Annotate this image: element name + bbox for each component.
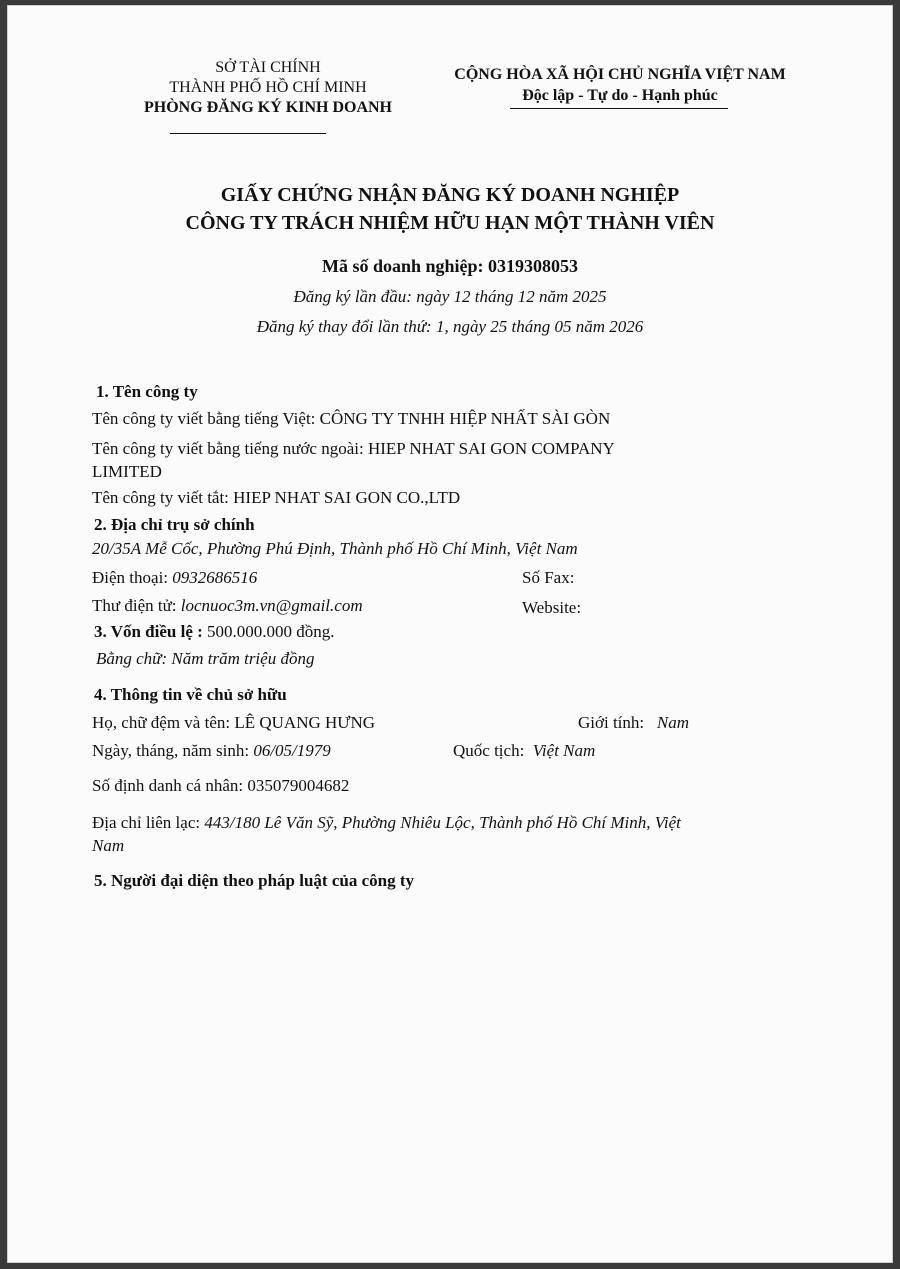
authority-underline	[170, 133, 326, 134]
contact-address-value: 443/180 Lê Văn Sỹ, Phường Nhiêu Lộc, Thành phố Hồ Chí Minh, Việt	[204, 813, 681, 832]
first-registration: Đăng ký lần đầu: ngày 12 tháng 12 năm 2025	[293, 287, 607, 306]
issuing-authority	[118, 58, 418, 118]
phone-row	[92, 568, 257, 588]
company-name-foreign-cont: LIMITED	[92, 462, 162, 481]
section-4-heading: 4. Thông tin về chủ sở hữu	[94, 685, 287, 704]
owner-name-label: Họ, chữ đệm và tên:	[92, 713, 235, 732]
business-code: Mã số doanh nghiệp: 0319308053	[321, 256, 579, 276]
owner-name-row	[92, 713, 375, 733]
document-title: GIẤY CHỨNG NHẬN ĐĂNG KÝ DOANH NGHIỆP	[220, 184, 680, 206]
change-registration: Đăng ký thay đổi lần thứ: 1, ngày 25 tháng 05 năm 2026	[256, 317, 644, 336]
email-row	[92, 596, 363, 616]
charter-capital-row	[94, 622, 335, 642]
authority-line-3: PHÒNG ĐĂNG KÝ KINH DOANH	[144, 99, 392, 116]
motto-underline	[510, 108, 728, 109]
website-label: Website:	[522, 598, 582, 617]
charter-capital-value: 500.000.000 đồng.	[207, 622, 335, 641]
gender-row	[578, 713, 689, 733]
nationality-label: Quốc tịch:	[453, 741, 525, 760]
contact-address-row	[92, 813, 681, 833]
personal-id-label: Số định danh cá nhân:	[92, 776, 248, 795]
section-2-heading: 2. Địa chỉ trụ sở chính	[94, 515, 255, 534]
dob-row	[92, 741, 331, 761]
contact-address-cont: Nam	[92, 836, 125, 855]
owner-name-value: LÊ QUANG HƯNG	[234, 713, 376, 732]
company-name-foreign: Tên công ty viết bằng tiếng nước ngoài: HIEP NHAT SAI GON COMPANY	[92, 439, 615, 458]
national-motto	[420, 64, 820, 106]
nationality-row	[453, 741, 595, 761]
phone-label: Điện thoại:	[92, 568, 173, 587]
phone-value: 0932686516	[172, 568, 258, 587]
country-name: CỘNG HÒA XÃ HỘI CHỦ NGHĨA VIỆT NAM	[454, 66, 786, 83]
section-5-heading: 5. Người đại diện theo pháp luật của công ty	[94, 871, 414, 890]
authority-line-2: THÀNH PHỐ HỒ CHÍ MINH	[169, 79, 367, 96]
section-1-heading: 1. Tên công ty	[96, 382, 198, 401]
capital-in-words: Bằng chữ: Năm trăm triệu đồng	[96, 649, 315, 668]
dob-label: Ngày, tháng, năm sinh:	[92, 741, 254, 760]
gender-label: Giới tính:	[578, 713, 645, 732]
head-office-address: 20/35A Mễ Cốc, Phường Phú Định, Thành phố Hồ Chí Minh, Việt Nam	[92, 539, 578, 558]
email-label: Thư điện tử:	[92, 596, 181, 615]
company-type-title: CÔNG TY TRÁCH NHIỆM HỮU HẠN MỘT THÀNH VIÊN	[185, 212, 715, 234]
motto: Độc lập - Tự do - Hạnh phúc	[522, 87, 718, 104]
email-value: locnuoc3m.vn@gmail.com	[180, 596, 363, 615]
contact-address-label: Địa chỉ liên lạc:	[92, 813, 205, 832]
company-name-short: Tên công ty viết tắt: HIEP NHAT SAI GON CO.,LTD	[92, 488, 461, 507]
section-3-heading: 3. Vốn điều lệ :	[94, 622, 208, 641]
fax-label: Số Fax:	[522, 568, 575, 587]
personal-id-value: 035079004682	[247, 776, 350, 795]
gender-value: Nam	[656, 713, 690, 732]
company-name-vi: Tên công ty viết bằng tiếng Việt: CÔNG TY TNHH HIỆP NHẤT SÀI GÒN	[92, 409, 611, 428]
nationality-value: Việt Nam	[532, 741, 596, 760]
authority-line-1: SỞ TÀI CHÍNH	[215, 59, 321, 76]
personal-id-row	[92, 776, 349, 796]
dob-value: 06/05/1979	[253, 741, 331, 760]
